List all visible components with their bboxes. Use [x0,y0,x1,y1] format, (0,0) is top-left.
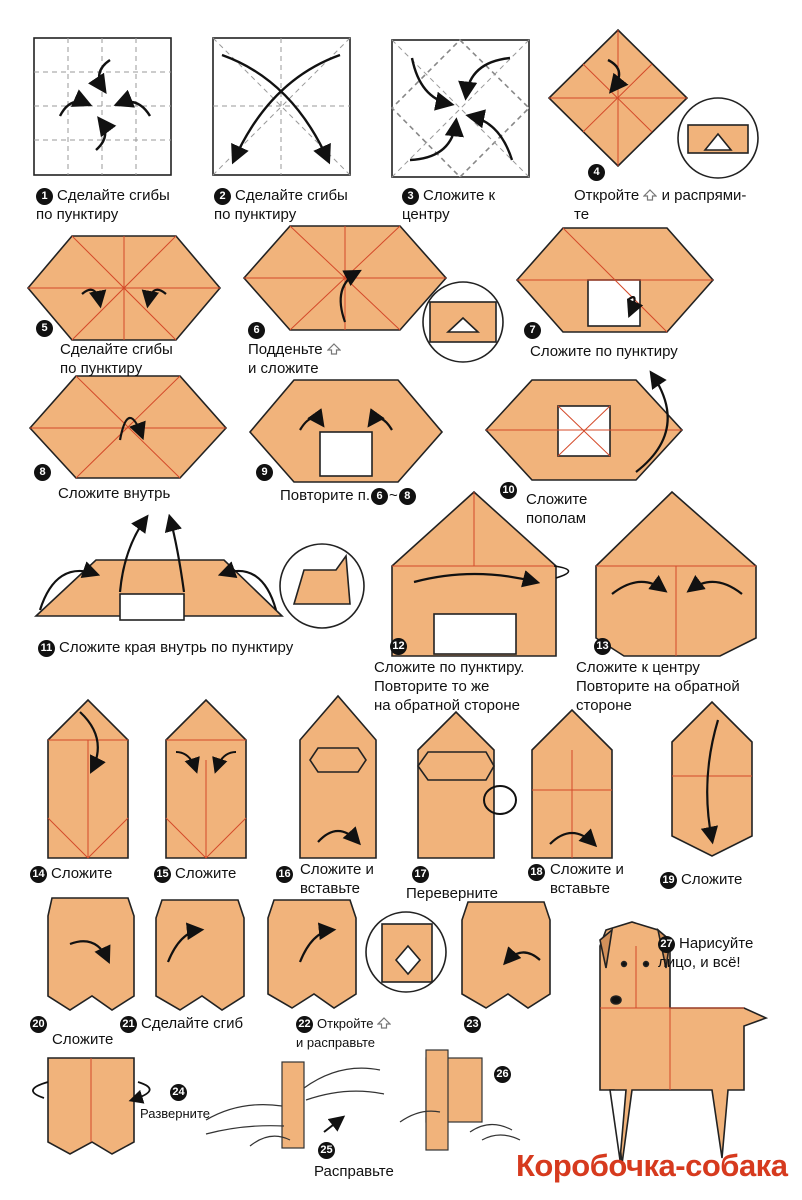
page-title: Коробочка-собака [516,1148,788,1183]
step-9-figure [250,380,442,482]
step-8-number: 8 [34,462,55,481]
step-24-caption: Разверните [140,1106,210,1121]
step-7-caption: Сложите по пунктиру [530,343,678,360]
step-16-figure [300,696,376,858]
step-26-number: 26 [494,1064,515,1083]
step-25-figure [206,1062,384,1148]
step-2-caption: 2 Сделайте сгибы по пунктиру [214,187,348,223]
step-4-number: 4 [588,162,609,181]
step-12-number: 12 [390,636,411,655]
step-24-figure [33,1058,150,1154]
step-19-figure [672,702,752,856]
step-15-figure [166,700,246,858]
step-14-figure [48,700,128,858]
step-17-figure [418,712,516,858]
step-number-3: 3 [402,188,419,205]
up-arrow-icon [327,343,341,355]
step-25-caption: Расправьте [314,1163,394,1180]
step-22-caption: 22 Откройте и расправьте [296,1014,391,1052]
step-11-caption: 11 Сложите края внутрь по пунктиру [38,638,293,657]
step-18-number: 18 [528,862,549,881]
step-6-number: 6 [248,320,269,339]
step-3-figure [392,40,529,177]
step-13-caption: Сложите к центру Повторите на обратной стороне [576,659,740,714]
step-number-2: 2 [214,188,231,205]
step-20-caption: Сложите [52,1031,114,1048]
step-21-figure [156,900,244,1010]
step-17-caption: Переверните [406,885,498,902]
step-10-number: 10 [500,480,521,499]
step-13-figure [596,492,756,656]
step-1-figure [34,38,171,175]
up-arrow-icon [377,1017,391,1029]
step-2-figure [213,38,350,175]
step-20-figure [48,898,134,1010]
step-17-number: 17 [412,864,433,883]
step-7-number: 7 [524,320,545,339]
step-19-caption: 19 Сложите [660,870,742,889]
step-9-number: 9 [256,462,277,481]
step-4-figure [549,30,758,178]
step-8-figure [30,376,226,478]
step-7-figure [517,228,713,332]
step-9-caption: Повторите п. 6 ~ 8 [280,486,417,505]
step-number-1: 1 [36,188,53,205]
step-4-caption: Откройте и распрями- те [574,187,747,223]
step-12-caption: Сложите по пунктиру. Повторите то же на обратной стороне [374,659,525,714]
step-18-caption: Сложите и вставьте [550,861,624,897]
step-6-caption: Подденьте и сложите [248,340,341,378]
step-14-caption: 14 Сложите [30,864,112,883]
step-27-caption: 27 Нарисуйте лицо, и всё! [658,935,754,971]
step-18-figure [532,710,612,858]
step-10-caption: Сложите пополам [526,491,588,527]
step-16-caption: Сложите и вставьте [300,861,374,897]
step-5-caption: Сделайте сгибы по пунктиру [60,341,173,377]
step-20-number: 20 [30,1014,51,1033]
step-1-caption: 1 Сделайте сгибы по пунктиру [36,187,170,223]
step-10-figure [486,374,682,480]
step-15-caption: 15 Сложите [154,864,236,883]
up-arrow-icon [643,189,657,201]
step-21-caption: 21 Сделайте сгиб [120,1014,243,1033]
step-11-figure [36,518,364,628]
step-16-number: 16 [276,864,297,883]
step-23-number: 23 [464,1014,485,1033]
step-25-number: 25 [318,1140,339,1159]
step-22-figure [268,900,446,1008]
step-8-caption: Сложите внутрь [58,485,171,502]
step-13-number: 13 [594,636,615,655]
step-23-figure [462,902,550,1008]
step-3-caption: 3 Сложите к центру [402,187,496,223]
step-5-number: 5 [36,318,57,337]
step-24-number: 24 [170,1082,191,1101]
